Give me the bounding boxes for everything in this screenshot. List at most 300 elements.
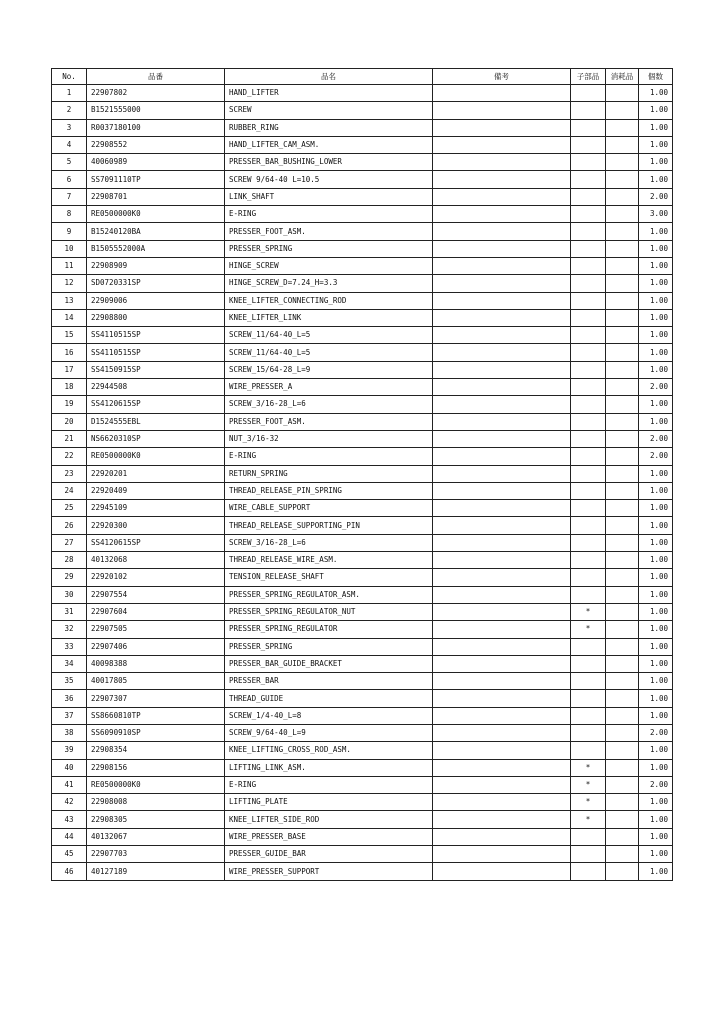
sub-part-mark: [571, 448, 606, 465]
remarks-cell: [433, 534, 571, 551]
consumable-mark: [606, 309, 639, 326]
part-name-cell: KNEE_LIFTER_CONNECTING_ROD: [225, 292, 433, 309]
quantity-cell: 1.00: [639, 569, 673, 586]
table-row: [52, 811, 673, 828]
part-number-cell: SS7091110TP: [87, 171, 225, 188]
part-name-cell: SCREW_11/64-40_L=5: [225, 327, 433, 344]
sub-part-mark: [571, 586, 606, 603]
table-row: [52, 569, 673, 586]
consumable-mark: [606, 846, 639, 863]
table-row: [52, 85, 673, 102]
row-number: 26: [52, 517, 87, 534]
sub-part-mark: [571, 292, 606, 309]
remarks-cell: [433, 275, 571, 292]
table-row: [52, 863, 673, 880]
row-number: 3: [52, 119, 87, 136]
quantity-cell: 3.00: [639, 206, 673, 223]
remarks-cell: [433, 465, 571, 482]
consumable-mark: [606, 828, 639, 845]
row-number: 21: [52, 430, 87, 447]
remarks-cell: [433, 846, 571, 863]
quantity-cell: 1.00: [639, 327, 673, 344]
remarks-cell: [433, 448, 571, 465]
sub-part-mark: [571, 275, 606, 292]
consumable-mark: [606, 690, 639, 707]
sub-part-mark: [571, 828, 606, 845]
table-row: [52, 794, 673, 811]
table-row: [52, 309, 673, 326]
table-header-row: [52, 69, 673, 85]
part-number-cell: 22920409: [87, 482, 225, 499]
table-row: [52, 517, 673, 534]
part-name-cell: TENSION_RELEASE_SHAFT: [225, 569, 433, 586]
sub-part-mark: [571, 309, 606, 326]
consumable-mark: [606, 292, 639, 309]
consumable-mark: [606, 361, 639, 378]
quantity-cell: 1.00: [639, 482, 673, 499]
part-number-cell: SS8660810TP: [87, 707, 225, 724]
table-row: [52, 275, 673, 292]
part-name-cell: E-RING: [225, 448, 433, 465]
table-row: [52, 828, 673, 845]
remarks-cell: [433, 828, 571, 845]
part-number-cell: R0037180100: [87, 119, 225, 136]
table-row: [52, 396, 673, 413]
part-name-cell: PRESSER_BAR_GUIDE_BRACKET: [225, 655, 433, 672]
remarks-cell: [433, 707, 571, 724]
consumable-mark: [606, 448, 639, 465]
part-name-cell: KNEE_LIFTER_SIDE_ROD: [225, 811, 433, 828]
part-number-cell: D1524555EBL: [87, 413, 225, 430]
remarks-cell: [433, 552, 571, 569]
part-number-cell: 40132067: [87, 828, 225, 845]
part-number-cell: SS6090910SP: [87, 724, 225, 741]
table-row: [52, 759, 673, 776]
row-number: 2: [52, 102, 87, 119]
table-row: [52, 638, 673, 655]
part-number-cell: 22907802: [87, 85, 225, 102]
consumable-mark: [606, 430, 639, 447]
part-name-cell: PRESSER_SPRING: [225, 240, 433, 257]
table-row: [52, 690, 673, 707]
quantity-cell: 1.00: [639, 171, 673, 188]
sub-part-mark: *: [571, 603, 606, 620]
remarks-cell: [433, 136, 571, 153]
remarks-cell: [433, 292, 571, 309]
quantity-cell: 1.00: [639, 119, 673, 136]
consumable-mark: [606, 863, 639, 880]
consumable-mark: [606, 344, 639, 361]
remarks-cell: [433, 85, 571, 102]
part-number-cell: 40098388: [87, 655, 225, 672]
remarks-cell: [433, 102, 571, 119]
sub-part-mark: [571, 673, 606, 690]
row-number: 9: [52, 223, 87, 240]
row-number: 18: [52, 379, 87, 396]
sub-part-mark: [571, 707, 606, 724]
sub-part-mark: [571, 154, 606, 171]
consumable-mark: [606, 136, 639, 153]
quantity-cell: 2.00: [639, 448, 673, 465]
remarks-cell: [433, 119, 571, 136]
table-row: [52, 776, 673, 793]
quantity-cell: 1.00: [639, 136, 673, 153]
consumable-mark: [606, 240, 639, 257]
row-number: 14: [52, 309, 87, 326]
quantity-cell: 1.00: [639, 102, 673, 119]
part-name-cell: PRESSER_SPRING: [225, 638, 433, 655]
sub-part-mark: [571, 136, 606, 153]
row-number: 27: [52, 534, 87, 551]
table-row: [52, 500, 673, 517]
sub-part-mark: [571, 206, 606, 223]
row-number: 41: [52, 776, 87, 793]
row-number: 8: [52, 206, 87, 223]
quantity-cell: 1.00: [639, 828, 673, 845]
table-row: [52, 361, 673, 378]
sub-part-mark: [571, 846, 606, 863]
part-name-cell: PRESSER_BAR_BUSHING_LOWER: [225, 154, 433, 171]
row-number: 35: [52, 673, 87, 690]
part-name-cell: SCREW: [225, 102, 433, 119]
consumable-mark: [606, 742, 639, 759]
table-row: [52, 430, 673, 447]
header-part-name: 品名: [225, 69, 433, 85]
part-number-cell: 22920201: [87, 465, 225, 482]
remarks-cell: [433, 206, 571, 223]
consumable-mark: [606, 586, 639, 603]
row-number: 22: [52, 448, 87, 465]
part-number-cell: B15240120BA: [87, 223, 225, 240]
consumable-mark: [606, 465, 639, 482]
consumable-mark: [606, 517, 639, 534]
consumable-mark: [606, 223, 639, 240]
consumable-mark: [606, 500, 639, 517]
part-name-cell: HINGE_SCREW: [225, 257, 433, 274]
table-row: [52, 465, 673, 482]
row-number: 46: [52, 863, 87, 880]
table-row: [52, 171, 673, 188]
part-number-cell: SS4110515SP: [87, 327, 225, 344]
part-name-cell: PRESSER_FOOT_ASM.: [225, 413, 433, 430]
quantity-cell: 1.00: [639, 223, 673, 240]
row-number: 24: [52, 482, 87, 499]
row-number: 38: [52, 724, 87, 741]
part-name-cell: SCREW_15/64-28_L=9: [225, 361, 433, 378]
part-number-cell: 22908156: [87, 759, 225, 776]
sub-part-mark: [571, 102, 606, 119]
remarks-cell: [433, 327, 571, 344]
table-row: [52, 707, 673, 724]
remarks-cell: [433, 171, 571, 188]
part-number-cell: SS4120615SP: [87, 534, 225, 551]
sub-part-mark: [571, 257, 606, 274]
consumable-mark: [606, 206, 639, 223]
row-number: 5: [52, 154, 87, 171]
quantity-cell: 1.00: [639, 759, 673, 776]
row-number: 10: [52, 240, 87, 257]
consumable-mark: [606, 275, 639, 292]
sub-part-mark: [571, 655, 606, 672]
part-name-cell: WIRE_CABLE_SUPPORT: [225, 500, 433, 517]
table-row: [52, 552, 673, 569]
row-number: 19: [52, 396, 87, 413]
part-name-cell: PRESSER_SPRING_REGULATOR_NUT: [225, 603, 433, 620]
consumable-mark: [606, 154, 639, 171]
part-number-cell: RE0500000K0: [87, 206, 225, 223]
part-name-cell: SCREW_11/64-40_L=5: [225, 344, 433, 361]
remarks-cell: [433, 482, 571, 499]
table-row: [52, 188, 673, 205]
part-number-cell: RE0500000K0: [87, 448, 225, 465]
header-consumable: 消耗品: [606, 69, 639, 85]
row-number: 34: [52, 655, 87, 672]
row-number: 4: [52, 136, 87, 153]
header-no: No.: [52, 69, 87, 85]
quantity-cell: 2.00: [639, 379, 673, 396]
part-name-cell: RUBBER_RING: [225, 119, 433, 136]
part-name-cell: SCREW_3/16-28_L=6: [225, 534, 433, 551]
quantity-cell: 1.00: [639, 586, 673, 603]
part-number-cell: 22908701: [87, 188, 225, 205]
quantity-cell: 1.00: [639, 811, 673, 828]
consumable-mark: [606, 102, 639, 119]
part-number-cell: 40060989: [87, 154, 225, 171]
consumable-mark: [606, 655, 639, 672]
part-number-cell: 22907703: [87, 846, 225, 863]
part-name-cell: E-RING: [225, 206, 433, 223]
consumable-mark: [606, 379, 639, 396]
part-number-cell: 22908008: [87, 794, 225, 811]
table-row: [52, 292, 673, 309]
row-number: 40: [52, 759, 87, 776]
consumable-mark: [606, 257, 639, 274]
quantity-cell: 1.00: [639, 396, 673, 413]
row-number: 6: [52, 171, 87, 188]
remarks-cell: [433, 811, 571, 828]
quantity-cell: 1.00: [639, 673, 673, 690]
remarks-cell: [433, 638, 571, 655]
part-number-cell: RE0500000K0: [87, 776, 225, 793]
consumable-mark: [606, 119, 639, 136]
sub-part-mark: [571, 119, 606, 136]
sub-part-mark: [571, 430, 606, 447]
consumable-mark: [606, 85, 639, 102]
row-number: 31: [52, 603, 87, 620]
sub-part-mark: *: [571, 759, 606, 776]
remarks-cell: [433, 690, 571, 707]
sub-part-mark: [571, 223, 606, 240]
sub-part-mark: [571, 500, 606, 517]
part-number-cell: NS6620310SP: [87, 430, 225, 447]
table-row: [52, 379, 673, 396]
quantity-cell: 1.00: [639, 240, 673, 257]
part-number-cell: 22920102: [87, 569, 225, 586]
quantity-cell: 1.00: [639, 500, 673, 517]
sub-part-mark: *: [571, 776, 606, 793]
table-row: [52, 154, 673, 171]
part-name-cell: THREAD_RELEASE_PIN_SPRING: [225, 482, 433, 499]
part-name-cell: PRESSER_SPRING_REGULATOR_ASM.: [225, 586, 433, 603]
quantity-cell: 1.00: [639, 275, 673, 292]
part-name-cell: HAND_LIFTER: [225, 85, 433, 102]
remarks-cell: [433, 655, 571, 672]
quantity-cell: 1.00: [639, 742, 673, 759]
part-name-cell: SCREW_1/4-40_L=8: [225, 707, 433, 724]
remarks-cell: [433, 257, 571, 274]
quantity-cell: 2.00: [639, 188, 673, 205]
table-row: [52, 846, 673, 863]
sub-part-mark: [571, 724, 606, 741]
sub-part-mark: [571, 482, 606, 499]
part-name-cell: SCREW 9/64-40 L=10.5: [225, 171, 433, 188]
consumable-mark: [606, 724, 639, 741]
part-number-cell: 22944508: [87, 379, 225, 396]
quantity-cell: 1.00: [639, 465, 673, 482]
quantity-cell: 1.00: [639, 655, 673, 672]
quantity-cell: 1.00: [639, 552, 673, 569]
remarks-cell: [433, 776, 571, 793]
table-row: [52, 621, 673, 638]
remarks-cell: [433, 500, 571, 517]
part-number-cell: B1521555000: [87, 102, 225, 119]
remarks-cell: [433, 759, 571, 776]
row-number: 11: [52, 257, 87, 274]
sub-part-mark: [571, 361, 606, 378]
row-number: 44: [52, 828, 87, 845]
part-name-cell: PRESSER_FOOT_ASM.: [225, 223, 433, 240]
consumable-mark: [606, 638, 639, 655]
row-number: 43: [52, 811, 87, 828]
row-number: 30: [52, 586, 87, 603]
part-name-cell: LINK_SHAFT: [225, 188, 433, 205]
quantity-cell: 1.00: [639, 863, 673, 880]
row-number: 28: [52, 552, 87, 569]
consumable-mark: [606, 569, 639, 586]
part-name-cell: SCREW_9/64-40_L=9: [225, 724, 433, 741]
part-number-cell: B1505552000A: [87, 240, 225, 257]
quantity-cell: 1.00: [639, 690, 673, 707]
part-number-cell: 22908305: [87, 811, 225, 828]
part-name-cell: WIRE_PRESSER_A: [225, 379, 433, 396]
row-number: 33: [52, 638, 87, 655]
sub-part-mark: [571, 379, 606, 396]
sub-part-mark: [571, 171, 606, 188]
consumable-mark: [606, 759, 639, 776]
remarks-cell: [433, 673, 571, 690]
quantity-cell: 1.00: [639, 344, 673, 361]
table-row: [52, 742, 673, 759]
part-number-cell: SD0720331SP: [87, 275, 225, 292]
table-row: [52, 482, 673, 499]
consumable-mark: [606, 327, 639, 344]
row-number: 37: [52, 707, 87, 724]
row-number: 45: [52, 846, 87, 863]
table-row: [52, 119, 673, 136]
part-name-cell: LIFTING_PLATE: [225, 794, 433, 811]
sub-part-mark: [571, 396, 606, 413]
remarks-cell: [433, 621, 571, 638]
table-row: [52, 724, 673, 741]
table-row: [52, 586, 673, 603]
quantity-cell: 1.00: [639, 603, 673, 620]
part-name-cell: RETURN_SPRING: [225, 465, 433, 482]
consumable-mark: [606, 534, 639, 551]
part-name-cell: HAND_LIFTER_CAM_ASM.: [225, 136, 433, 153]
sub-part-mark: [571, 690, 606, 707]
table-row: [52, 240, 673, 257]
consumable-mark: [606, 482, 639, 499]
part-number-cell: 22908800: [87, 309, 225, 326]
consumable-mark: [606, 552, 639, 569]
remarks-cell: [433, 396, 571, 413]
header-sub-part: 子部品: [571, 69, 606, 85]
sub-part-mark: [571, 344, 606, 361]
table-row: [52, 327, 673, 344]
quantity-cell: 1.00: [639, 413, 673, 430]
quantity-cell: 1.00: [639, 707, 673, 724]
row-number: 7: [52, 188, 87, 205]
quantity-cell: 2.00: [639, 776, 673, 793]
part-number-cell: 40017805: [87, 673, 225, 690]
row-number: 25: [52, 500, 87, 517]
part-number-cell: 22909006: [87, 292, 225, 309]
parts-list-sheet: [51, 68, 673, 881]
part-name-cell: WIRE_PRESSER_SUPPORT: [225, 863, 433, 880]
sub-part-mark: *: [571, 794, 606, 811]
sub-part-mark: *: [571, 621, 606, 638]
part-name-cell: LIFTING_LINK_ASM.: [225, 759, 433, 776]
row-number: 16: [52, 344, 87, 361]
row-number: 13: [52, 292, 87, 309]
consumable-mark: [606, 621, 639, 638]
consumable-mark: [606, 794, 639, 811]
row-number: 39: [52, 742, 87, 759]
sub-part-mark: [571, 413, 606, 430]
row-number: 36: [52, 690, 87, 707]
quantity-cell: 1.00: [639, 794, 673, 811]
quantity-cell: 2.00: [639, 724, 673, 741]
remarks-cell: [433, 379, 571, 396]
table-row: [52, 102, 673, 119]
row-number: 42: [52, 794, 87, 811]
sub-part-mark: [571, 85, 606, 102]
part-name-cell: THREAD_RELEASE_WIRE_ASM.: [225, 552, 433, 569]
consumable-mark: [606, 811, 639, 828]
table-row: [52, 257, 673, 274]
row-number: 1: [52, 85, 87, 102]
row-number: 20: [52, 413, 87, 430]
sub-part-mark: [571, 863, 606, 880]
part-name-cell: THREAD_RELEASE_SUPPORTING_PIN: [225, 517, 433, 534]
remarks-cell: [433, 309, 571, 326]
part-number-cell: 22907307: [87, 690, 225, 707]
sub-part-mark: [571, 188, 606, 205]
quantity-cell: 1.00: [639, 534, 673, 551]
row-number: 12: [52, 275, 87, 292]
row-number: 15: [52, 327, 87, 344]
part-number-cell: SS4110515SP: [87, 344, 225, 361]
quantity-cell: 1.00: [639, 85, 673, 102]
part-name-cell: E-RING: [225, 776, 433, 793]
part-name-cell: KNEE_LIFTING_CROSS_ROD_ASM.: [225, 742, 433, 759]
part-name-cell: SCREW_3/16-28_L=6: [225, 396, 433, 413]
table-row: [52, 136, 673, 153]
part-name-cell: PRESSER_BAR: [225, 673, 433, 690]
sub-part-mark: [571, 465, 606, 482]
part-name-cell: PRESSER_GUIDE_BAR: [225, 846, 433, 863]
sub-part-mark: [571, 638, 606, 655]
